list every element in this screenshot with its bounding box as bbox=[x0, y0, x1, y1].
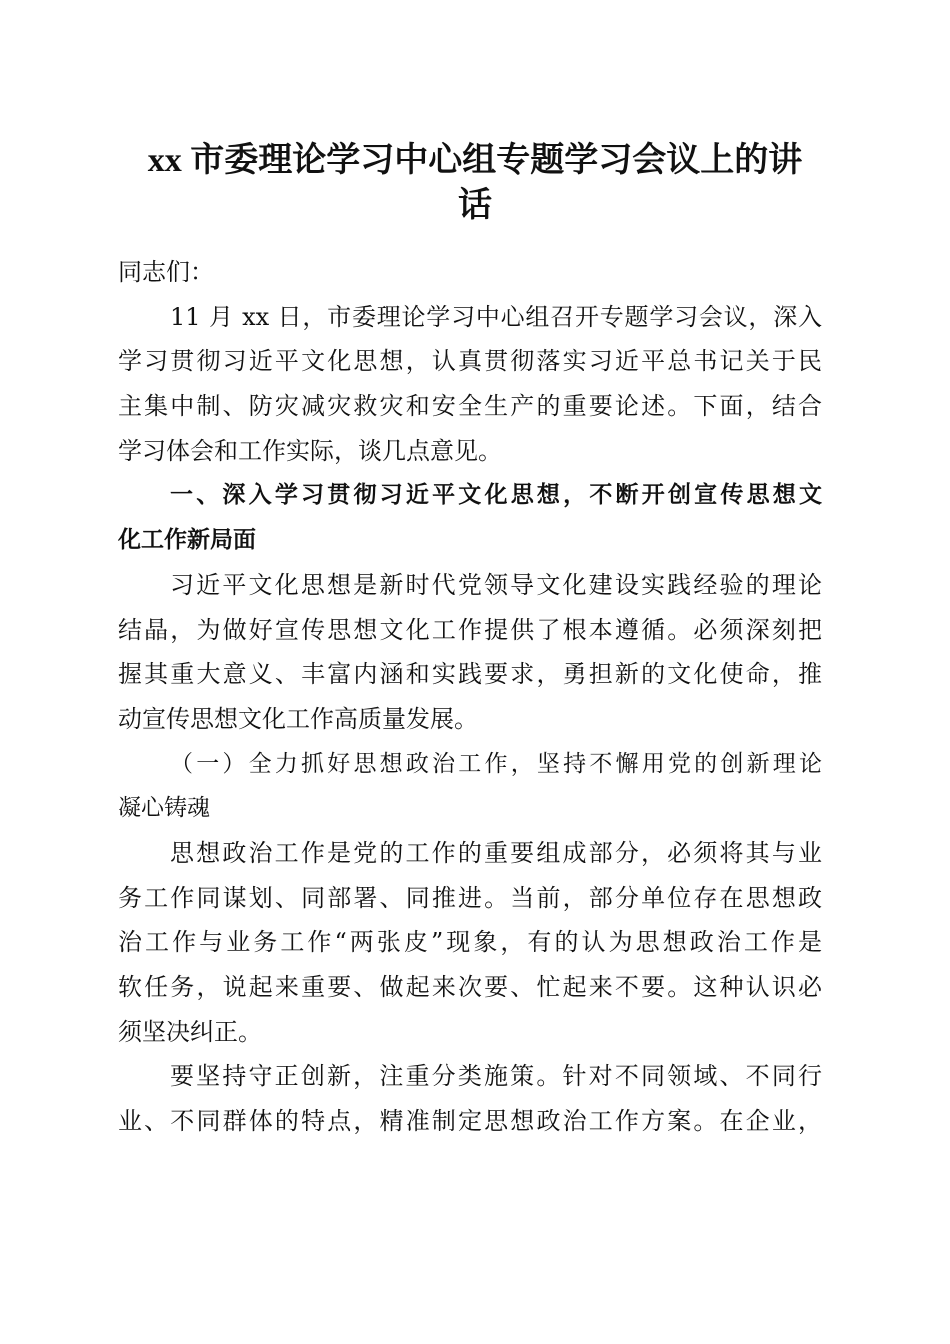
title-line: 话 bbox=[458, 187, 492, 224]
text-line: 主集中制、防灾减灾救灾和安全生产的重要论述。下面，结合 bbox=[118, 392, 822, 421]
text-line: 思想政治工作是党的工作的重要组成部分，必须将其与业 bbox=[170, 838, 822, 867]
section-heading bbox=[118, 473, 822, 562]
text-line: 化工作新局面 bbox=[118, 527, 256, 554]
text-line: 业、不同群体的特点，精准制定思想政治工作方案。在企业， bbox=[118, 1107, 822, 1136]
text-line: 学习体会和工作实际，谈几点意见。 bbox=[118, 436, 502, 465]
text-line: 凝心铸魂 bbox=[118, 795, 210, 822]
document-body bbox=[118, 250, 822, 1144]
paragraph bbox=[118, 563, 822, 742]
subsection-heading bbox=[118, 742, 822, 831]
text-line: （一）全力抓好思想政治工作，坚持不懈用党的创新理论 bbox=[170, 750, 822, 777]
title-line: xx 市委理论学习中心组专题学习会议上的讲 bbox=[147, 142, 803, 179]
text-line: 动宣传思想文化工作高质量发展。 bbox=[118, 704, 478, 733]
paragraph bbox=[118, 1054, 822, 1143]
paragraph bbox=[118, 295, 822, 474]
text-line: 结晶，为做好宣传思想文化工作提供了根本遵循。必须深刻把 bbox=[118, 615, 822, 644]
document-title bbox=[100, 138, 850, 228]
text-line: 握其重大意义、丰富内涵和实践要求，勇担新的文化使命，推 bbox=[118, 660, 822, 689]
text-line: 11 月 xx 日，市委理论学习中心组召开专题学习会议，深入 bbox=[170, 302, 822, 331]
text-line: 要坚持守正创新，注重分类施策。针对不同领域、不同行 bbox=[170, 1062, 822, 1091]
text-line: 须坚决纠正。 bbox=[118, 1017, 262, 1046]
text-line: 习近平文化思想是新时代党领导文化建设实践经验的理论 bbox=[170, 570, 822, 599]
text-line: 务工作同谋划、同部署、同推进。当前，部分单位存在思想政 bbox=[118, 883, 822, 912]
paragraph bbox=[118, 831, 822, 1054]
text-line: 一、深入学习贯彻习近平文化思想，不断开创宣传思想文 bbox=[170, 482, 822, 509]
text-line: 治工作与业务工作“两张皮”现象，有的认为思想政治工作是 bbox=[118, 928, 822, 957]
text-line: 学习贯彻习近平文化思想，认真贯彻落实习近平总书记关于民 bbox=[118, 347, 822, 376]
salutation: 同志们： bbox=[118, 258, 214, 286]
text-line: 软任务，说起来重要、做起来次要、忙起来不要。这种认识必 bbox=[118, 973, 822, 1001]
